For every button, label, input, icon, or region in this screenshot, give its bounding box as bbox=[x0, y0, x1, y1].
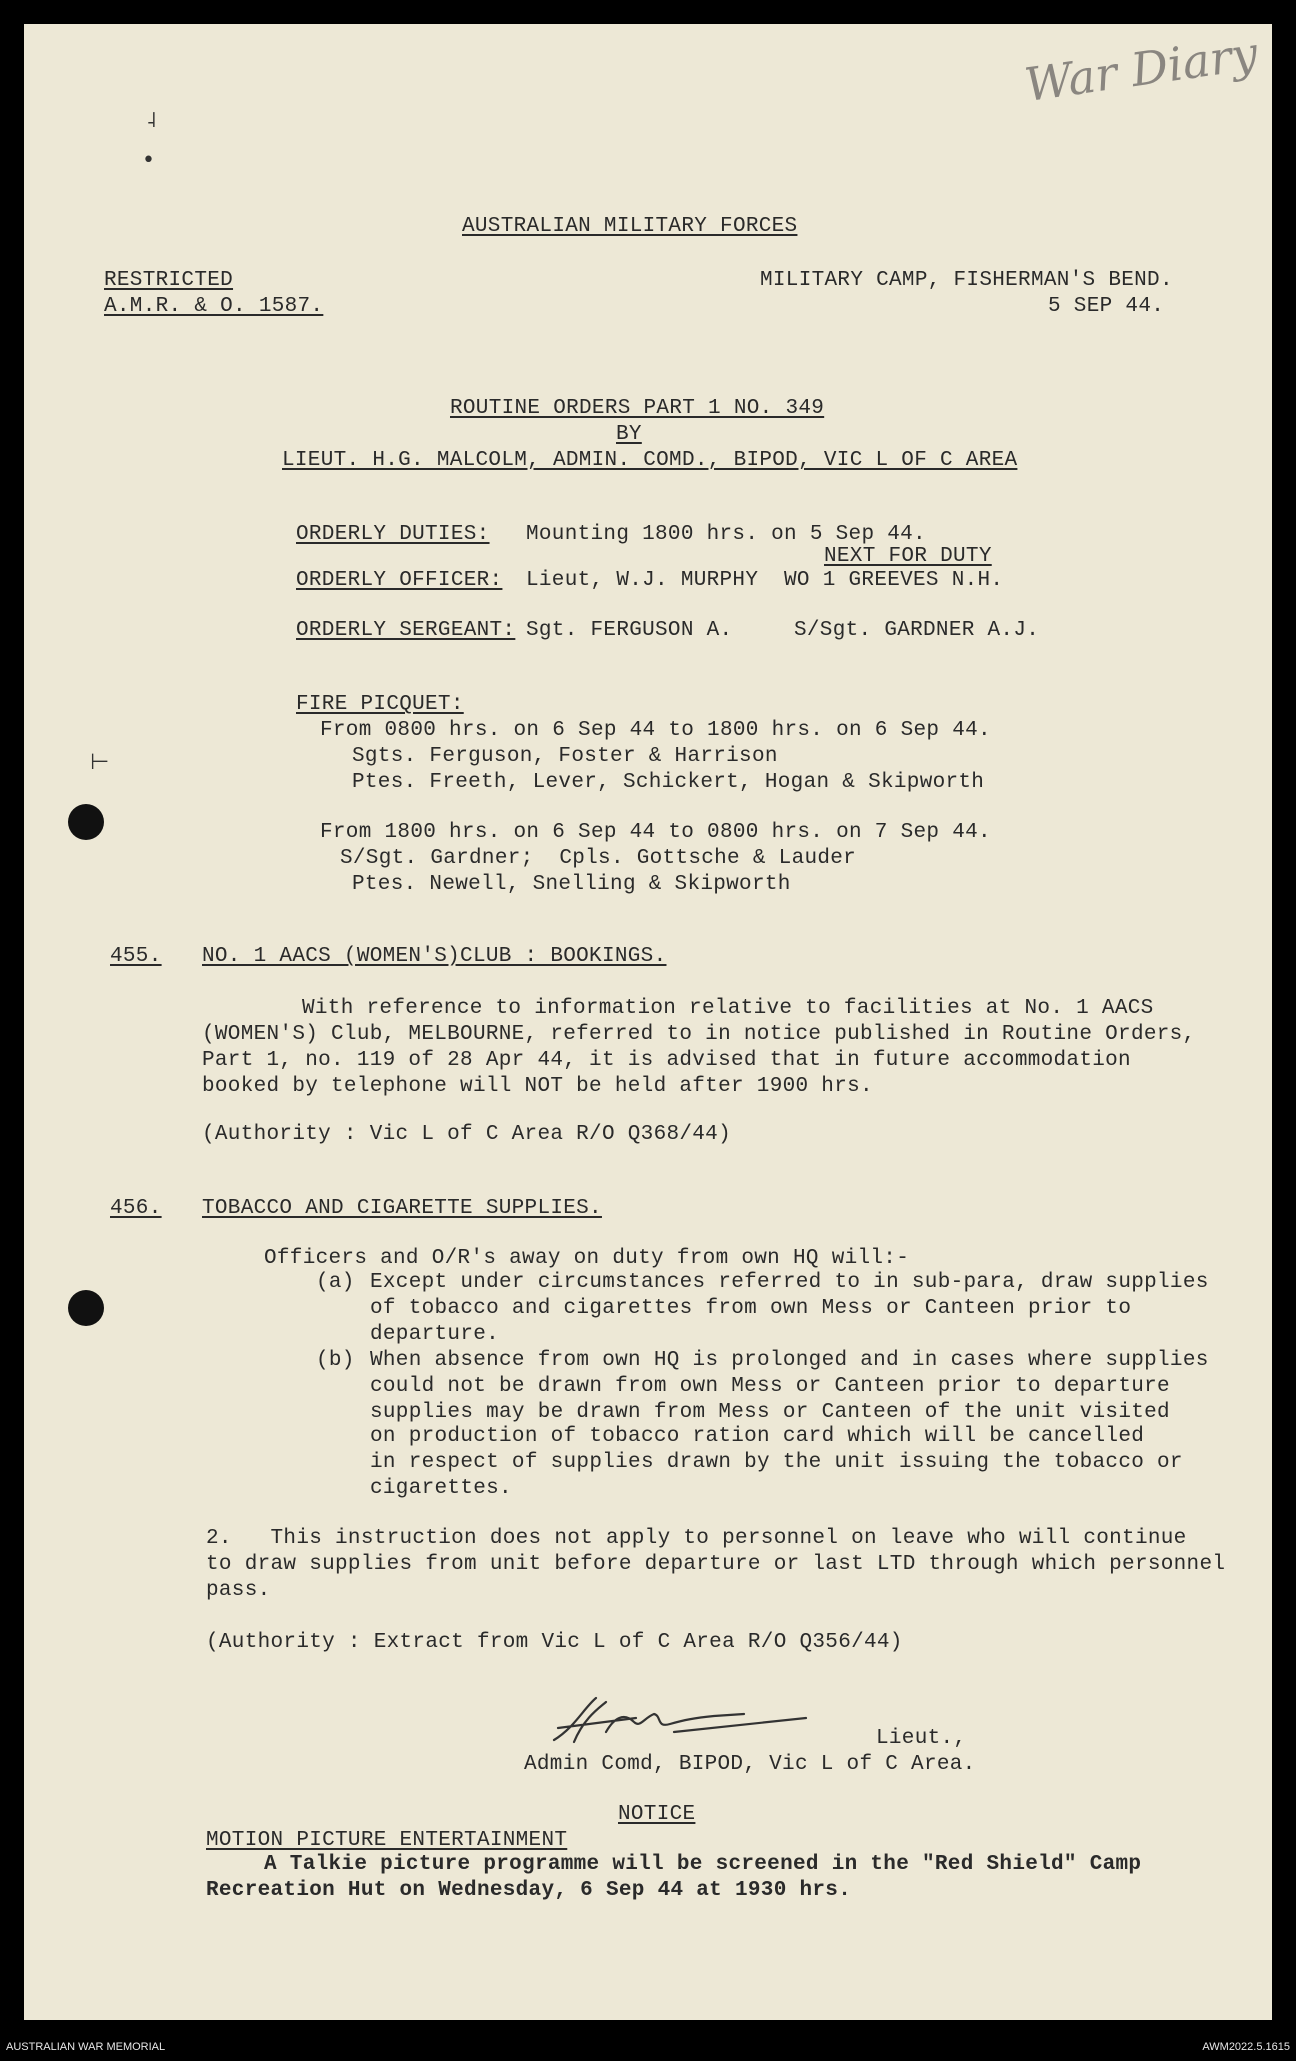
staple-mark-icon: • bbox=[142, 148, 155, 173]
item-455-line: booked by telephone will NOT be held after 1900 hrs. bbox=[202, 1075, 873, 1098]
item-456-intro: Officers and O/R's away on duty from own HQ will:- bbox=[264, 1247, 910, 1270]
item-456-b-line: could not be drawn from own Mess or Canteen prior to departure bbox=[370, 1375, 1170, 1398]
notice-heading: NOTICE bbox=[618, 1803, 696, 1826]
footer-accession: AWM2022.5.1615 bbox=[1202, 2041, 1290, 2053]
item-456-para2-line: pass. bbox=[206, 1579, 271, 1602]
fire-picquet-period-2: From 1800 hrs. on 6 Sep 44 to 0800 hrs. on 7 Sep 44. bbox=[320, 821, 991, 844]
item-456-b-label: (b) bbox=[316, 1349, 355, 1372]
fire-picquet-period-1: From 0800 hrs. on 6 Sep 44 to 1800 hrs. on 6 Sep 44. bbox=[320, 719, 991, 742]
orderly-sergeant-label: ORDERLY SERGEANT: bbox=[296, 619, 516, 642]
notice-line: A Talkie picture programme will be screened in the "Red Shield" Camp bbox=[264, 1853, 1142, 1876]
item-455-line: (WOMEN'S) Club, MELBOURNE, referred to in notice published in Routine Orders, bbox=[202, 1023, 1196, 1046]
item-455-heading: NO. 1 AACS (WOMEN'S)CLUB : BOOKINGS. bbox=[202, 945, 667, 968]
item-455-number: 455. bbox=[110, 945, 162, 968]
pencil-annotation: War Diary bbox=[1021, 25, 1261, 113]
fire-picquet-heading: FIRE PICQUET: bbox=[296, 693, 464, 716]
item-456-a-line: of tobacco and cigarettes from own Mess or Canteen prior to bbox=[370, 1297, 1132, 1320]
item-456-number: 456. bbox=[110, 1197, 162, 1220]
item-456-b-line: supplies may be drawn from Mess or Canteen of the unit visited bbox=[370, 1401, 1170, 1424]
item-456-para2-line: 2. This instruction does not apply to personnel on leave who will continue bbox=[206, 1527, 1187, 1550]
orderly-officer-label: ORDERLY OFFICER: bbox=[296, 569, 503, 592]
item-456-para2-line: to draw supplies from unit before departure or last LTD through which personnel bbox=[206, 1553, 1226, 1576]
orders-authority: LIEUT. H.G. MALCOLM, ADMIN. COMD., BIPOD, VIC L OF C AREA bbox=[282, 449, 1018, 472]
fire-picquet-ptes-2: Ptes. Newell, Snelling & Skipworth bbox=[352, 873, 791, 896]
orderly-officer-value: Lieut, W.J. MURPHY bbox=[526, 569, 759, 592]
item-456-b-line: in respect of supplies drawn by the unit issuing the tobacco or bbox=[370, 1451, 1183, 1474]
staple-mark-icon: ⊢ bbox=[90, 750, 110, 775]
fire-picquet-ptes-1: Ptes. Freeth, Lever, Schickert, Hogan & Skipworth bbox=[352, 771, 985, 794]
orderly-duties-value: Mounting 1800 hrs. on 5 Sep 44. bbox=[526, 523, 926, 546]
location: MILITARY CAMP, FISHERMAN'S BEND. bbox=[760, 269, 1173, 292]
document-page bbox=[24, 24, 1272, 2020]
orders-title: ROUTINE ORDERS PART 1 NO. 349 bbox=[450, 397, 825, 420]
item-456-a-label: (a) bbox=[316, 1271, 355, 1294]
punch-hole-icon bbox=[68, 804, 104, 840]
orderly-sergeant-next: S/Sgt. GARDNER A.J. bbox=[794, 619, 1040, 642]
date: 5 SEP 44. bbox=[1048, 295, 1165, 318]
signature-rank: Lieut., bbox=[876, 1727, 967, 1750]
item-456-heading: TOBACCO AND CIGARETTE SUPPLIES. bbox=[202, 1197, 602, 1220]
item-456-a-line: departure. bbox=[370, 1323, 500, 1346]
notice-subheading: MOTION PICTURE ENTERTAINMENT bbox=[206, 1829, 568, 1852]
staple-mark-icon: ˨ bbox=[146, 108, 157, 133]
item-455-line: With reference to information relative to facilities at No. 1 AACS bbox=[302, 997, 1154, 1020]
reference: A.M.R. & O. 1587. bbox=[104, 295, 324, 318]
fire-picquet-sgts-1: Sgts. Ferguson, Foster & Harrison bbox=[352, 745, 778, 768]
item-456-b-line: cigarettes. bbox=[370, 1477, 512, 1500]
item-456-a-line: Except under circumstances referred to in sub-para, draw supplies bbox=[370, 1271, 1209, 1294]
document-title: AUSTRALIAN MILITARY FORCES bbox=[462, 215, 798, 238]
item-455-authority: (Authority : Vic L of C Area R/O Q368/44) bbox=[202, 1123, 731, 1146]
next-for-duty-label: NEXT FOR DUTY bbox=[824, 545, 992, 568]
orders-by: BY bbox=[616, 423, 642, 446]
item-456-b-line: on production of tobacco ration card which will be cancelled bbox=[370, 1425, 1145, 1448]
footer-institution: AUSTRALIAN WAR MEMORIAL bbox=[6, 2041, 166, 2053]
item-456-b-line: When absence from own HQ is prolonged and in cases where supplies bbox=[370, 1349, 1209, 1372]
handwritten-signature bbox=[544, 1688, 844, 1758]
punch-hole-icon bbox=[68, 1290, 104, 1326]
classification: RESTRICTED bbox=[104, 269, 234, 292]
fire-picquet-sgts-2: S/Sgt. Gardner; Cpls. Gottsche & Lauder bbox=[340, 847, 857, 870]
orderly-officer-next: WO 1 GREEVES N.H. bbox=[784, 569, 1004, 592]
signature-appointment: Admin Comd, BIPOD, Vic L of C Area. bbox=[524, 1753, 976, 1776]
item-455-line: Part 1, no. 119 of 28 Apr 44, it is advised that in future accommodation bbox=[202, 1049, 1131, 1072]
orderly-sergeant-value: Sgt. FERGUSON A. bbox=[526, 619, 733, 642]
orderly-duties-label: ORDERLY DUTIES: bbox=[296, 523, 490, 546]
notice-line: Recreation Hut on Wednesday, 6 Sep 44 at 1930 hrs. bbox=[206, 1879, 852, 1902]
item-456-authority: (Authority : Extract from Vic L of C Area R/O Q356/44) bbox=[206, 1631, 903, 1654]
